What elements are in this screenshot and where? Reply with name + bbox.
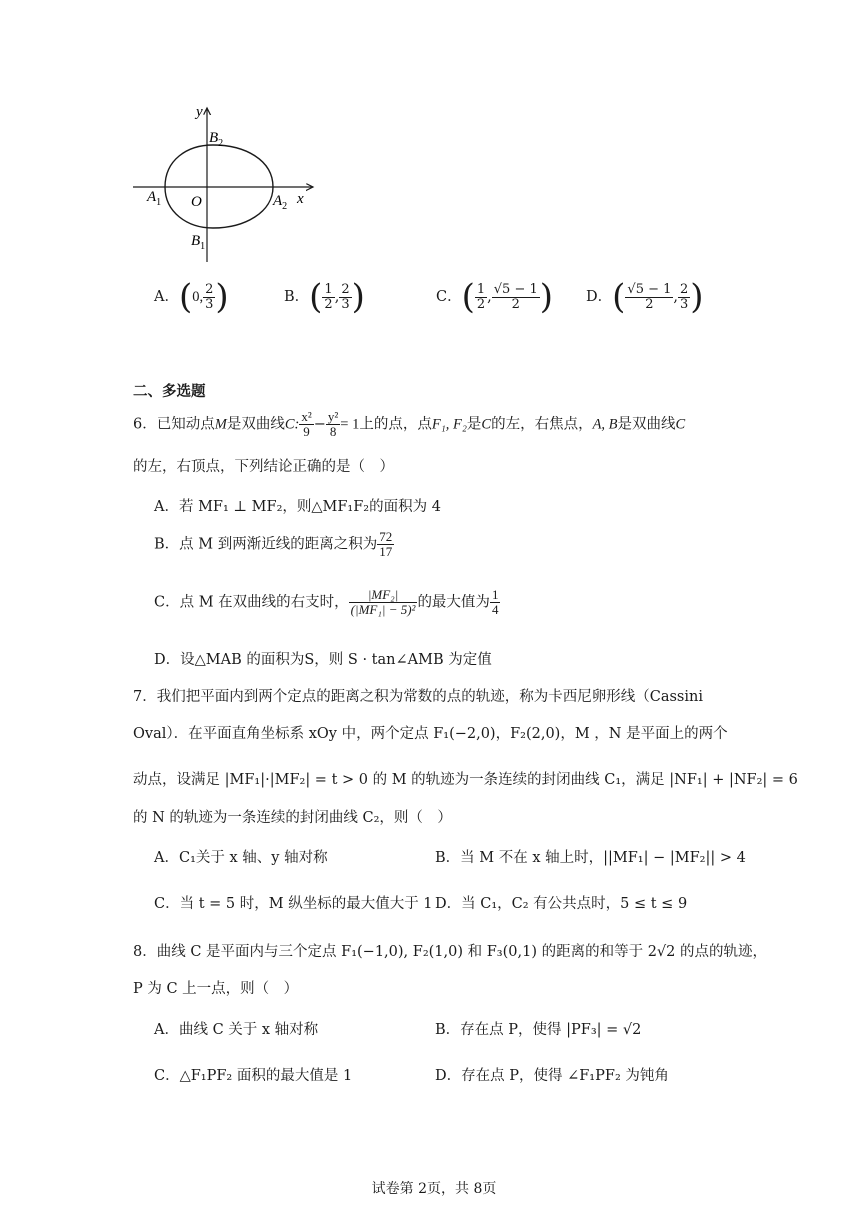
- q8-option-a[interactable]: A．曲线 C 关于 x 轴对称: [154, 1022, 319, 1038]
- b1-label: $B_1$: [191, 233, 206, 252]
- section-title: 二、多选题: [133, 383, 206, 400]
- q7-stem-line3: 动点，设满足 |MF₁|·|MF₂| = t > 0 的 M 的轨迹为一条连续的封闭曲线 C₁，满足 |NF₁| + |NF₂| = 6: [133, 772, 798, 788]
- text: C: [675, 416, 686, 433]
- q5-options: [154, 277, 714, 320]
- frac-den: 3: [341, 296, 350, 312]
- q5-option-a[interactable]: A．(0, $\frac{2}{3}$ ): [154, 277, 229, 317]
- x-axis-label: x: [297, 191, 304, 207]
- b2-label: $B_2$: [209, 130, 224, 149]
- frac-num: 2: [680, 281, 689, 297]
- frac-den: 2: [324, 296, 333, 312]
- text: = 1: [340, 416, 360, 433]
- frac-num: 2: [205, 281, 214, 297]
- value-text: 0,: [192, 289, 204, 305]
- q8-stem-line1: 8．曲线 C 是平面内与三个定点 F₁(−1,0), F₂(1,0) 和 F₃(0,1) 的距离的和等于 2√2 的点的轨迹，: [133, 944, 767, 960]
- q7-option-d[interactable]: D．当 C₁，C₂ 有公共点时，5 ≤ t ≤ 9: [435, 896, 688, 912]
- text: 是: [466, 416, 482, 433]
- q6-option-d[interactable]: D．设△MAB 的面积为S，则 S · tan∠AMB 为定值: [154, 652, 492, 668]
- text: 是双曲线: [226, 416, 285, 433]
- frac-den: 3: [680, 296, 689, 312]
- a1-label: $A_1$: [147, 189, 162, 208]
- frac-den: (|MF₁| − 5)²: [350, 602, 416, 617]
- frac-den: 9: [303, 424, 310, 439]
- option-label: C．: [436, 289, 462, 305]
- q8-option-d[interactable]: D．存在点 P，使得 ∠F₁PF₂ 为钝角: [435, 1068, 669, 1084]
- q8-option-b[interactable]: B．存在点 P，使得 |PF₃| = √2: [435, 1022, 642, 1038]
- frac-num: |MF₂|: [349, 588, 418, 603]
- text: C: [481, 416, 492, 433]
- frac-num: 2: [341, 281, 350, 297]
- frac-num: √5 − 1: [493, 281, 538, 297]
- frac-den: 4: [491, 602, 499, 617]
- q7-stem-line1: 7．我们把平面内到两个定点的距离之积为常数的点的轨迹，称为卡西尼卵形线（Cassini: [133, 689, 703, 705]
- frac-num: y²: [327, 409, 339, 424]
- option-label: A．: [154, 289, 179, 305]
- q8-stem-line2: P 为 C 上一点，则（ ）: [133, 981, 299, 997]
- frac-den: 2: [511, 296, 520, 312]
- frac-num: 1: [476, 281, 486, 297]
- frac-den: 8: [329, 424, 337, 439]
- q5-option-d[interactable]: D．( $\frac{√5 - 1}{2}$ , $\frac{2}{3}$ ): [586, 277, 704, 317]
- q7-option-b[interactable]: B．当 M 不在 x 轴上时，||MF₁| − |MF₂|| > 4: [435, 850, 746, 866]
- text: 的左，右焦点，: [491, 416, 593, 433]
- text: 上的点，点: [359, 416, 432, 433]
- q5-option-b[interactable]: B．( $\frac{1}{2}$ , $\frac{2}{3}$ ): [284, 277, 365, 317]
- q6-stem-line2: 的左，右顶点，下列结论正确的是（ ）: [133, 459, 394, 475]
- coordinate-plot: [125, 100, 325, 265]
- frac-den: 2: [645, 296, 654, 312]
- text: C:: [284, 416, 300, 433]
- frac-den: 3: [205, 296, 214, 312]
- text: A, B: [592, 416, 618, 433]
- q8-option-c[interactable]: C．△F₁PF₂ 面积的最大值是 1: [154, 1068, 353, 1084]
- text: B．点 M 到两渐近线的距离之积为: [154, 536, 378, 553]
- q6-option-c[interactable]: [154, 588, 500, 617]
- option-label: B．: [284, 289, 310, 305]
- q7-option-c[interactable]: C．当 t = 5 时，M 纵坐标的最大值大于 1: [154, 896, 433, 912]
- frac-num: √5 − 1: [627, 281, 672, 297]
- ellipse-figure: [125, 100, 325, 265]
- frac-den: 2: [476, 296, 486, 312]
- q6-stem-line1: [133, 410, 685, 439]
- text: F₁, F₂: [431, 416, 467, 433]
- q7-stem-line2: Oval）．在平面直角坐标系 xOy 中，两个定点 F₁(−2,0)，F₂(2,0)，M ，N 是平面上的两个: [133, 726, 728, 742]
- frac-num: 1: [491, 587, 499, 602]
- frac-num: 1: [324, 281, 333, 297]
- page-footer: 试卷第 2页，共 8页: [371, 1181, 497, 1197]
- option-label: D．: [586, 289, 613, 305]
- text: 的最大值为: [417, 594, 490, 611]
- q7-option-a[interactable]: A．C₁关于 x 轴、y 轴对称: [154, 850, 328, 866]
- text: 是双曲线: [617, 416, 676, 433]
- frac-den: 17: [379, 544, 393, 559]
- y-axis-label: y: [196, 104, 203, 120]
- text: −: [313, 416, 326, 433]
- frac-num: x²: [301, 409, 312, 424]
- text: M: [214, 416, 227, 433]
- origin-label: O: [191, 194, 202, 210]
- q6-option-b[interactable]: [154, 530, 394, 559]
- text: C．点 M 在双曲线的右支时，: [154, 594, 349, 611]
- text: 6．已知动点: [133, 416, 215, 433]
- q7-stem-line4: 的 N 的轨迹为一条连续的封闭曲线 C₂，则（ ）: [133, 810, 452, 826]
- q6-option-a[interactable]: A．若 MF₁ ⊥ MF₂，则△MF₁F₂的面积为 4: [154, 499, 441, 515]
- q5-option-c[interactable]: C．( $\frac{1}{2}$ , $\frac{√5 - 1}{2}$ ): [436, 277, 554, 317]
- a2-label: $A_2$: [273, 193, 288, 212]
- frac-num: 72: [379, 529, 393, 544]
